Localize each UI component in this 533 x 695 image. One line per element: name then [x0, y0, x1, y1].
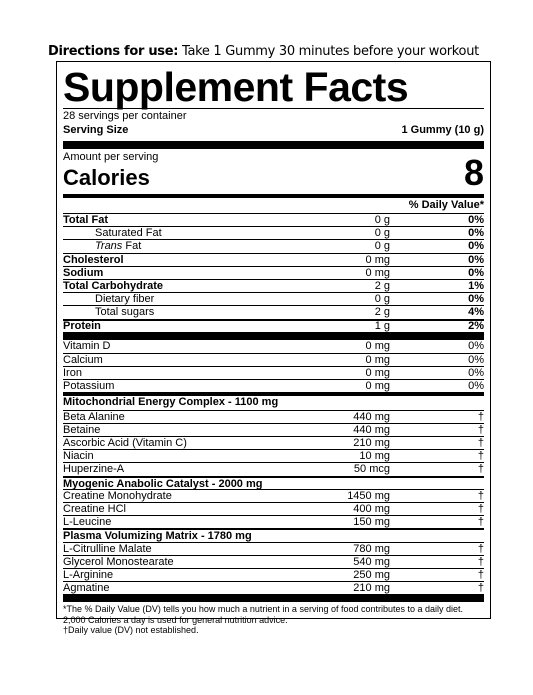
nutrient-amount: 0 mg	[365, 266, 390, 279]
nutrient-amount: 250 mg	[353, 568, 390, 581]
nutrient-daily-value: 0%	[468, 340, 484, 353]
nutrient-amount: 0 g	[374, 293, 390, 306]
nutrient-amount: 780 mg	[353, 542, 390, 555]
blend-ingredient-row	[63, 515, 484, 528]
blend-ingredient-row	[63, 502, 484, 515]
divider-thick	[63, 594, 484, 602]
nutrient-name: Calcium	[63, 353, 103, 366]
nutrient-name: Total Carbohydrate	[63, 280, 164, 293]
nutrient-name: Total Fat	[63, 214, 109, 227]
nutrient-amount: 0 mg	[365, 253, 390, 266]
nutrient-daily-value: 0%	[468, 353, 484, 366]
nutrient-name: Creatine Monohydrate	[63, 489, 172, 502]
blend-title: Mitochondrial Energy Complex - 1100 mg	[63, 396, 279, 409]
nutrient-amount: 210 mg	[353, 582, 390, 595]
divider-thick	[63, 141, 484, 149]
footnote-line: †Daily value (DV) not established.	[63, 625, 199, 636]
blend-ingredient-row	[63, 568, 484, 581]
nutrient-amount: 1450 mg	[347, 489, 390, 502]
nutrient-row	[63, 226, 484, 239]
nutrient-name: Dietary fiber	[95, 293, 155, 306]
nutrient-name: Sodium	[63, 266, 104, 279]
nutrient-row	[63, 353, 484, 366]
nutrient-amount: 0 mg	[365, 353, 390, 366]
blend-ingredient-row	[63, 410, 484, 423]
nutrient-amount: 0 g	[374, 240, 390, 253]
nutrient-amount: 400 mg	[353, 503, 390, 516]
nutrient-daily-value: †	[477, 463, 484, 476]
nutrient-daily-value: 0%	[468, 214, 484, 227]
nutrient-name: Cholesterol	[63, 253, 124, 266]
panel-title: Supplement Facts	[63, 64, 409, 110]
nutrient-daily-value: †	[477, 437, 484, 450]
calories-value: 8	[463, 152, 484, 193]
nutrient-name: Total sugars	[95, 306, 155, 319]
nutrient-daily-value: †	[477, 410, 484, 423]
nutrient-name: Vitamin D	[63, 340, 111, 353]
nutrient-daily-value: 0%	[468, 293, 484, 306]
nutrient-amount: 2 g	[374, 280, 390, 293]
amount-per-serving: Amount per serving	[63, 151, 159, 163]
nutrient-row	[63, 279, 484, 292]
nutrient-amount: 0 g	[374, 214, 390, 227]
nutrient-daily-value: †	[477, 582, 484, 595]
nutrient-daily-value: †	[477, 568, 484, 581]
nutrient-name: Glycerol Monostearate	[63, 555, 174, 568]
directions-text	[48, 44, 479, 59]
nutrient-daily-value: †	[477, 489, 484, 502]
serving-size-value: 1 Gummy (10 g)	[401, 124, 484, 136]
nutrient-row	[63, 379, 484, 392]
nutrient-daily-value: 0%	[468, 266, 484, 279]
nutrient-daily-value: 0%	[468, 380, 484, 393]
nutrient-name: Agmatine	[63, 582, 110, 595]
divider-thick	[63, 332, 484, 340]
nutrient-daily-value: †	[477, 503, 484, 516]
directions-label: Directions for use:	[48, 44, 179, 59]
nutrient-row	[63, 305, 484, 318]
nutrient-amount: 150 mg	[353, 516, 390, 529]
footnote-line: *The % Daily Value (DV) tells you how much a nutrient in a serving of food contributes to a daily diet.	[63, 604, 464, 615]
blend-ingredient-row	[63, 449, 484, 462]
nutrient-name: L-Citrulline Malate	[63, 542, 152, 555]
nutrient-amount: 10 mg	[359, 450, 390, 463]
calories-label: Calories	[63, 165, 150, 190]
nutrient-name: Protein	[63, 320, 101, 333]
nutrient-row	[63, 266, 484, 279]
blend-ingredient-row	[63, 489, 484, 502]
nutrient-row	[63, 239, 484, 252]
nutrient-daily-value: †	[477, 423, 484, 436]
nutrient-name: Huperzine-A	[63, 463, 125, 476]
nutrient-amount: 0 mg	[365, 340, 390, 353]
nutrient-daily-value: 0%	[468, 227, 484, 240]
nutrient-name: Trans Fat	[95, 240, 142, 253]
nutrient-daily-value: 0%	[468, 240, 484, 253]
nutrient-name: L-Arginine	[63, 568, 114, 581]
nutrient-daily-value: 2%	[468, 320, 484, 333]
nutrient-name: Saturated Fat	[95, 227, 162, 240]
nutrient-name: L-Leucine	[63, 516, 112, 529]
blend-ingredient-row	[63, 462, 484, 475]
blend-ingredient-row	[63, 436, 484, 449]
blend-ingredient-row	[63, 542, 484, 555]
nutrient-row	[63, 319, 484, 332]
macronutrients-list	[63, 213, 484, 332]
nutrient-row	[63, 340, 484, 353]
blend-ingredient-row	[63, 581, 484, 594]
nutrient-daily-value: 0%	[468, 367, 484, 380]
nutrient-daily-value: 4%	[468, 306, 484, 319]
nutrient-row	[63, 366, 484, 379]
supplement-facts-panel	[56, 61, 491, 636]
footnotes	[63, 602, 484, 636]
daily-value-header: % Daily Value*	[408, 199, 484, 211]
servings-per-container: 28 servings per container	[63, 110, 187, 122]
nutrient-name: Beta Alanine	[63, 410, 125, 423]
nutrient-name: Creatine HCl	[63, 503, 126, 516]
nutrient-amount: 0 g	[374, 227, 390, 240]
nutrient-amount: 0 mg	[365, 380, 390, 393]
nutrient-amount: 440 mg	[353, 423, 390, 436]
nutrient-amount: 2 g	[374, 306, 390, 319]
nutrient-name: Potassium	[63, 380, 115, 393]
directions-body: Take 1 Gummy 30 minutes before your workout	[178, 44, 479, 59]
nutrient-daily-value: †	[477, 450, 484, 463]
nutrient-daily-value: †	[477, 555, 484, 568]
nutrient-name: Ascorbic Acid (Vitamin C)	[63, 437, 187, 450]
nutrient-row	[63, 253, 484, 266]
nutrient-row	[63, 213, 484, 226]
nutrient-daily-value: 1%	[468, 280, 484, 293]
footnote-line: 2,000 Calories a day is used for general nutrition advice.	[63, 614, 288, 625]
nutrient-amount: 0 mg	[365, 367, 390, 380]
nutrient-daily-value: 0%	[468, 253, 484, 266]
nutrient-amount: 540 mg	[353, 555, 390, 568]
blends-list	[63, 396, 484, 594]
nutrient-daily-value: †	[477, 516, 484, 529]
nutrient-name: Niacin	[63, 450, 94, 463]
nutrient-name: Iron	[63, 367, 82, 380]
serving-size-row	[63, 123, 484, 141]
blend-title: Myogenic Anabolic Catalyst - 2000 mg	[63, 476, 484, 489]
minerals-list	[63, 340, 484, 393]
nutrient-name: Betaine	[63, 423, 101, 436]
nutrient-daily-value: †	[477, 542, 484, 555]
serving-size-label: Serving Size	[63, 124, 129, 136]
blend-title: Plasma Volumizing Matrix - 1780 mg	[63, 528, 484, 541]
nutrient-name-italic: Trans	[95, 240, 123, 253]
nutrient-row	[63, 292, 484, 305]
nutrient-amount: 50 mcg	[353, 463, 390, 476]
nutrient-amount: 1 g	[374, 320, 390, 333]
nutrient-amount: 440 mg	[353, 410, 390, 423]
blend-ingredient-row	[63, 555, 484, 568]
nutrient-amount: 210 mg	[353, 437, 390, 450]
blend-ingredient-row	[63, 423, 484, 436]
